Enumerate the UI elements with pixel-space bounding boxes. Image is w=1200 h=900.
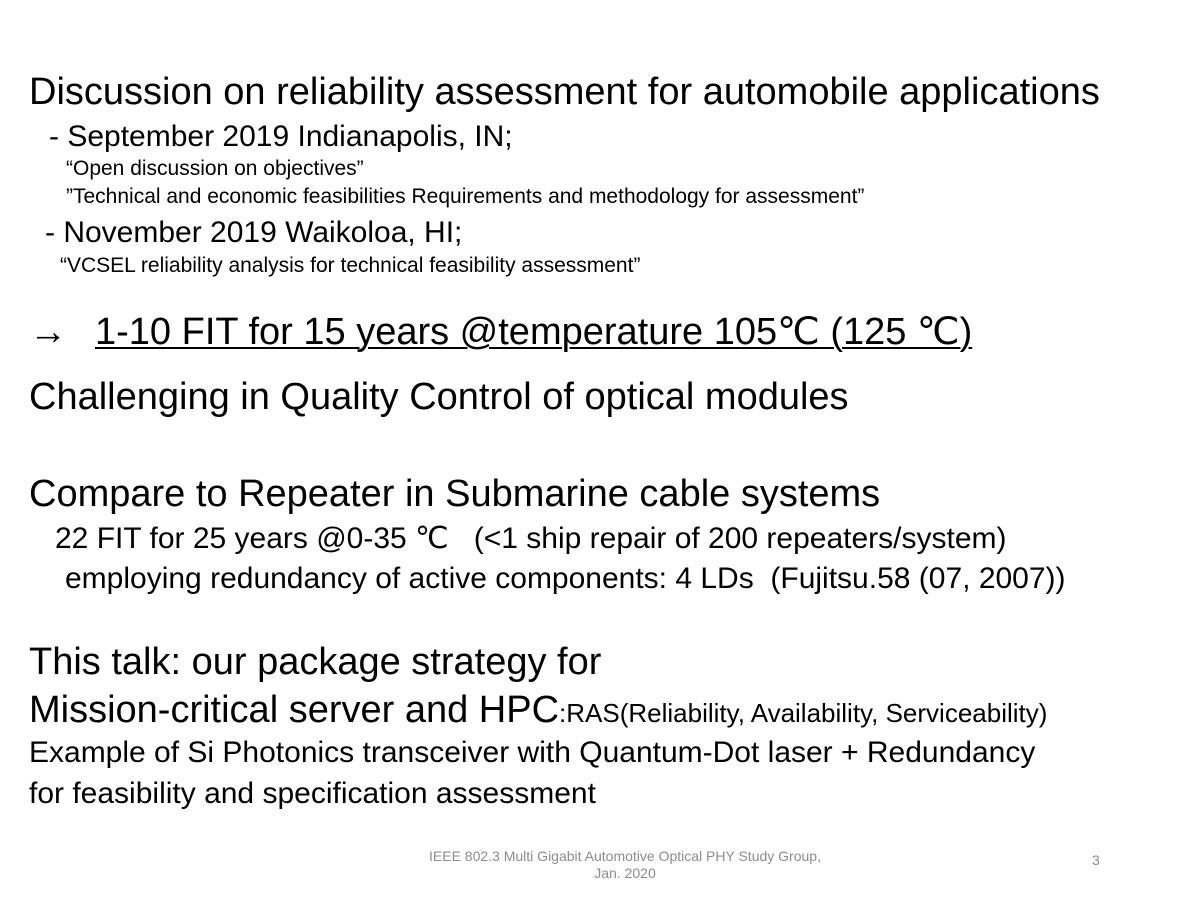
challenge-line: Challenging in Quality Control of optical modules [29,376,849,418]
compare-title: Compare to Repeater in Submarine cable systems [29,473,881,515]
footer [400,848,850,882]
footer-line-2: Jan. 2020 [594,865,656,881]
meeting-november-title: - November 2019 Waikoloa, HI; [45,216,463,249]
footer-line-1: IEEE 802.3 Multi Gigabit Automotive Optical PHY Study Group, [429,848,821,864]
talk-line-1: This talk: our package strategy for [29,641,602,683]
right-arrow-icon: → [29,311,67,353]
compare-line-1: 22 FIT for 25 years @0-35 ℃ (<1 ship repair of 200 repeaters/system) [55,522,1007,555]
talk-line-2-suffix: :RAS(Reliability, Availability, Serviceability) [559,698,1048,728]
page-number: 3 [1092,852,1100,868]
talk-line-3: Example of Si Photonics transceiver with Quantum-Dot laser + Redundancy [29,736,1036,769]
talk-line-2 [29,691,1047,729]
talk-line-4: for feasibility and specification assessment [29,777,596,810]
slide-heading: Discussion on reliability assessment for automobile applications [29,71,1100,113]
target-text: 1-10 FIT for 15 years @temperature 105℃ (125 ℃) [95,311,973,353]
meeting-september-talk-2: ”Technical and economic feasibilities Requirements and methodology for assessment” [66,185,865,208]
target-line [29,313,972,351]
meeting-november-talk-1: “VCSEL reliability analysis for technical feasibility assessment” [60,254,641,277]
talk-line-2-main: Mission-critical server and HPC [29,689,560,731]
meeting-september-talk-1: “Open discussion on objectives” [66,157,364,180]
compare-line-2: employing redundancy of active components: 4 LDs (Fujitsu.58 (07, 2007)) [65,562,1066,595]
meeting-september-title: - September 2019 Indianapolis, IN; [49,120,513,153]
